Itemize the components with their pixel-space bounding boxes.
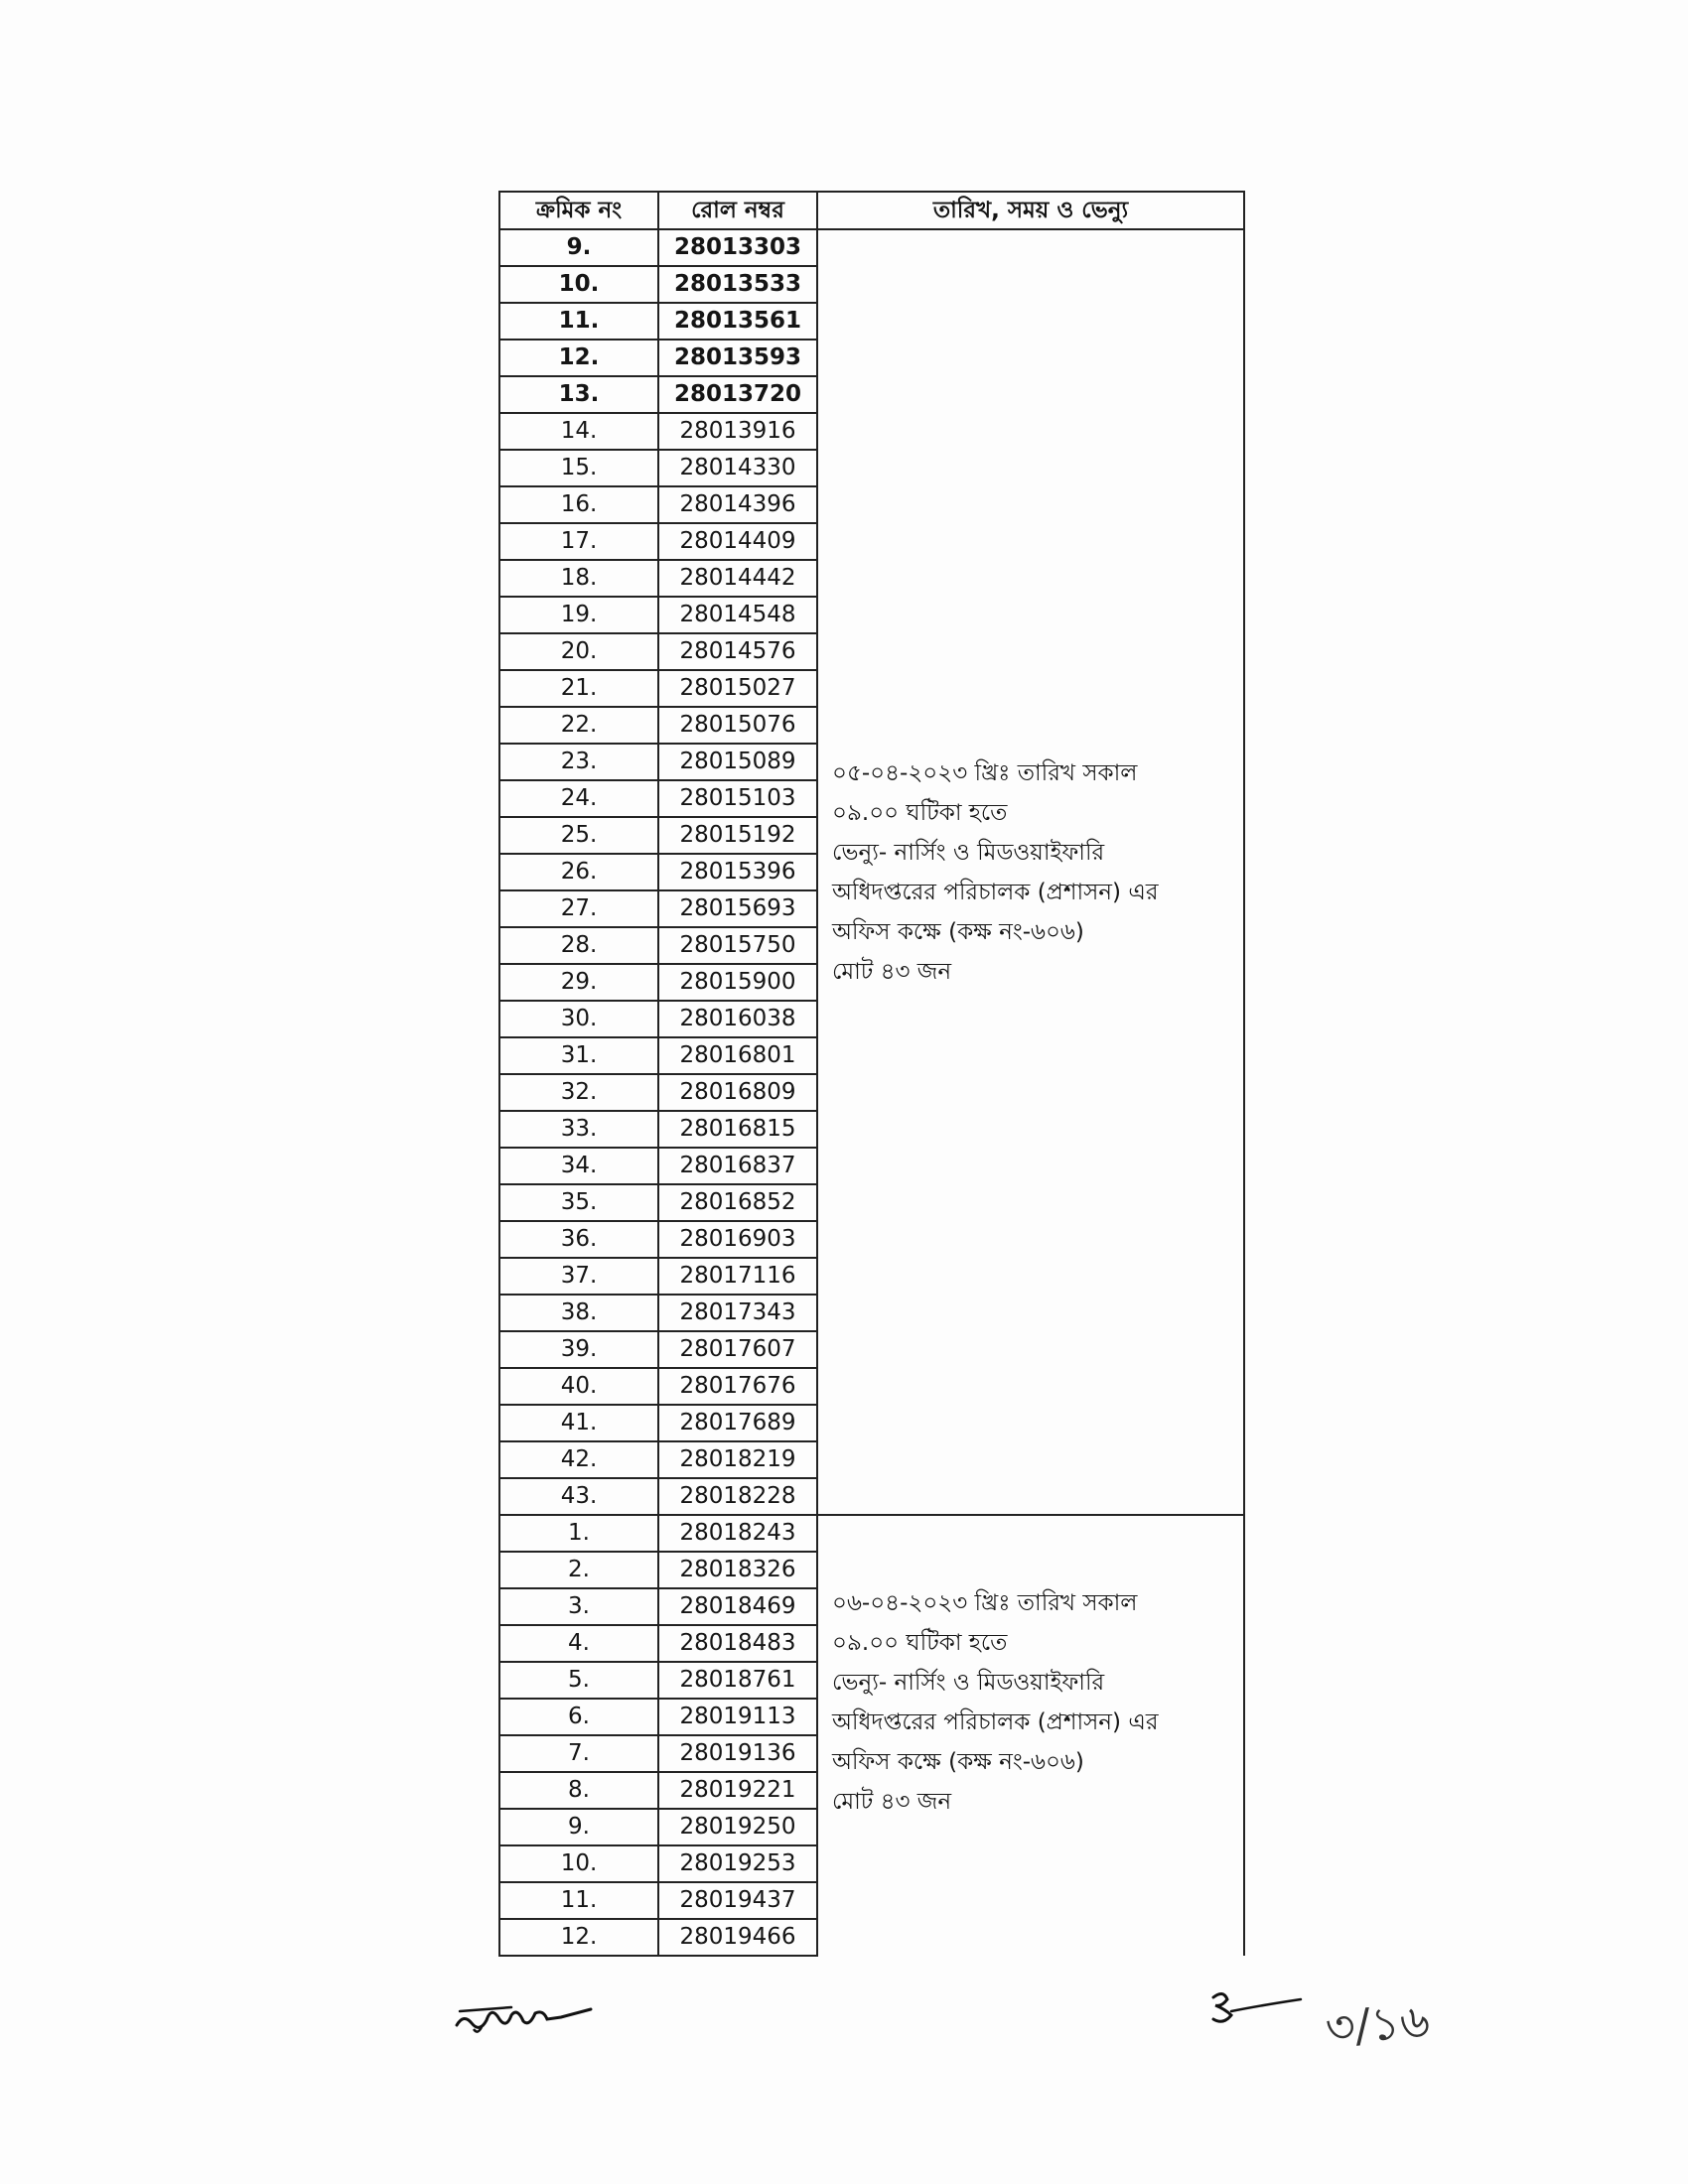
serial-cell: 20. (499, 633, 658, 670)
serial-cell: 19. (499, 597, 658, 633)
serial-cell: 17. (499, 523, 658, 560)
venue-line: মোট ৪৩ জন (832, 958, 952, 985)
venue-line: ০৯.০০ ঘটিকা হতে (832, 1630, 1008, 1656)
roll-cell: 28014548 (658, 597, 817, 633)
serial-cell: 26. (499, 854, 658, 890)
table-row (499, 1515, 1244, 1552)
serial-cell: 8. (499, 1772, 658, 1809)
roll-cell: 28018326 (658, 1552, 817, 1588)
venue-cell (817, 1515, 1244, 1956)
serial-cell: 7. (499, 1735, 658, 1772)
serial-cell: 42. (499, 1441, 658, 1478)
signature-left (452, 1995, 601, 2040)
serial-cell: 25. (499, 817, 658, 854)
serial-cell: 30. (499, 1001, 658, 1037)
roll-cell: 28019253 (658, 1845, 817, 1882)
serial-cell: 9. (499, 1809, 658, 1845)
roll-cell: 28017343 (658, 1295, 817, 1331)
roll-cell: 28017607 (658, 1331, 817, 1368)
serial-cell: 14. (499, 413, 658, 450)
serial-cell: 1. (499, 1515, 658, 1552)
roll-cell: 28018761 (658, 1662, 817, 1699)
roll-cell: 28015027 (658, 670, 817, 707)
serial-cell: 12. (499, 1919, 658, 1956)
roll-cell: 28016837 (658, 1148, 817, 1184)
roll-cell: 28013593 (658, 340, 817, 376)
roll-cell: 28015693 (658, 890, 817, 927)
roll-cell: 28016903 (658, 1221, 817, 1258)
serial-cell: 29. (499, 964, 658, 1001)
roll-cell: 28019113 (658, 1699, 817, 1735)
venue-line: ভেন্যু- নার্সিং ও মিডওয়াইফারি (832, 839, 1105, 866)
venue-line: ভেন্যু- নার্সিং ও মিডওয়াইফারি (832, 1670, 1105, 1696)
roll-cell: 28018469 (658, 1588, 817, 1625)
roll-cell: 28017676 (658, 1368, 817, 1405)
serial-cell: 2. (499, 1552, 658, 1588)
serial-cell: 41. (499, 1405, 658, 1441)
roll-cell: 28017689 (658, 1405, 817, 1441)
serial-cell: 36. (499, 1221, 658, 1258)
roll-cell: 28015103 (658, 780, 817, 817)
serial-cell: 6. (499, 1699, 658, 1735)
roll-cell: 28016815 (658, 1111, 817, 1148)
header-serial: ক্রমিক নং (499, 192, 658, 229)
serial-cell: 4. (499, 1625, 658, 1662)
serial-cell: 18. (499, 560, 658, 597)
roll-cell: 28014396 (658, 486, 817, 523)
roll-cell: 28018243 (658, 1515, 817, 1552)
venue-line: অধিদপ্তরের পরিচালক (প্রশাসন) এর (832, 1709, 1159, 1735)
serial-cell: 34. (499, 1148, 658, 1184)
roll-cell: 28015076 (658, 707, 817, 744)
roll-cell: 28019437 (658, 1882, 817, 1919)
roll-cell: 28015089 (658, 744, 817, 780)
serial-cell: 11. (499, 1882, 658, 1919)
roll-cell: 28013561 (658, 303, 817, 340)
serial-cell: 13. (499, 376, 658, 413)
venue-line: ০৯.০০ ঘটিকা হতে (832, 799, 1008, 826)
roll-cell: 28015900 (658, 964, 817, 1001)
roll-cell: 28016038 (658, 1001, 817, 1037)
serial-cell: 40. (499, 1368, 658, 1405)
page-number-handwritten: ৩/১৬ (1323, 1993, 1432, 2055)
roll-schedule-table (498, 191, 1245, 1957)
serial-cell: 35. (499, 1184, 658, 1221)
venue-cell (817, 229, 1244, 1515)
roll-cell: 28013916 (658, 413, 817, 450)
serial-cell: 43. (499, 1478, 658, 1515)
roll-cell: 28014442 (658, 560, 817, 597)
serial-cell: 27. (499, 890, 658, 927)
roll-cell: 28018219 (658, 1441, 817, 1478)
serial-cell: 22. (499, 707, 658, 744)
serial-cell: 16. (499, 486, 658, 523)
roll-cell: 28019250 (658, 1809, 817, 1845)
serial-cell: 21. (499, 670, 658, 707)
serial-cell: 11. (499, 303, 658, 340)
serial-cell: 15. (499, 450, 658, 486)
serial-cell: 24. (499, 780, 658, 817)
serial-cell: 38. (499, 1295, 658, 1331)
roll-cell: 28018483 (658, 1625, 817, 1662)
roll-cell: 28013720 (658, 376, 817, 413)
serial-cell: 32. (499, 1074, 658, 1111)
venue-line: ০৬-০৪-২০২৩ খ্রিঃ তারিখ সকাল (832, 1590, 1138, 1616)
venue-line: অফিস কক্ষে (কক্ষ নং-৬০৬) (832, 918, 1084, 945)
roll-cell: 28014576 (658, 633, 817, 670)
roll-cell: 28015396 (658, 854, 817, 890)
roll-cell: 28015750 (658, 927, 817, 964)
venue-line: ০৫-০৪-২০২৩ খ্রিঃ তারিখ সকাল (832, 759, 1138, 786)
serial-cell: 28. (499, 927, 658, 964)
header-roll: রোল নম্বর (658, 192, 817, 229)
serial-cell: 33. (499, 1111, 658, 1148)
roll-cell: 28016852 (658, 1184, 817, 1221)
roll-cell: 28017116 (658, 1258, 817, 1295)
serial-cell: 9. (499, 229, 658, 266)
serial-cell: 10. (499, 1845, 658, 1882)
roll-cell: 28013533 (658, 266, 817, 303)
table-body (499, 229, 1244, 1956)
roll-cell: 28019136 (658, 1735, 817, 1772)
serial-cell: 37. (499, 1258, 658, 1295)
roll-cell: 28019466 (658, 1919, 817, 1956)
venue-line: মোট ৪৩ জন (832, 1789, 952, 1815)
serial-cell: 5. (499, 1662, 658, 1699)
serial-cell: 23. (499, 744, 658, 780)
roll-cell: 28013303 (658, 229, 817, 266)
roll-cell: 28019221 (658, 1772, 817, 1809)
table-row (499, 229, 1244, 266)
venue-line: অধিদপ্তরের পরিচালক (প্রশাসন) এর (832, 879, 1159, 905)
roll-cell: 28016801 (658, 1037, 817, 1074)
serial-cell: 12. (499, 340, 658, 376)
signature-right (1201, 1985, 1311, 2035)
serial-cell: 3. (499, 1588, 658, 1625)
roll-cell: 28014409 (658, 523, 817, 560)
roll-cell: 28018228 (658, 1478, 817, 1515)
roll-cell: 28015192 (658, 817, 817, 854)
table-header-row (499, 192, 1244, 229)
venue-line: অফিস কক্ষে (কক্ষ নং-৬০৬) (832, 1749, 1084, 1775)
serial-cell: 39. (499, 1331, 658, 1368)
header-venue: তারিখ, সময় ও ভেন্যু (817, 192, 1244, 229)
serial-cell: 31. (499, 1037, 658, 1074)
roll-cell: 28014330 (658, 450, 817, 486)
serial-cell: 10. (499, 266, 658, 303)
roll-cell: 28016809 (658, 1074, 817, 1111)
